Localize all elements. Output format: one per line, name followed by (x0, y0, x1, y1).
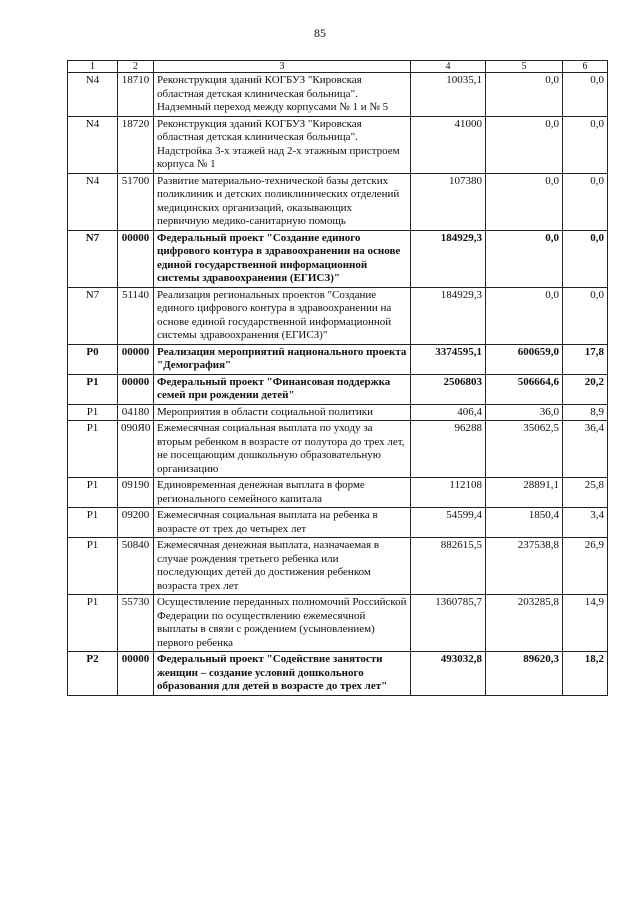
item-name-cell: Реализация региональных проектов "Создание единого цифрового контура в здравоохранении на основе единой государственной информационной системы здравоохранения (ЕГИСЗ)" (154, 287, 411, 344)
row-code-cell: N7 (68, 230, 118, 287)
column-header-2: 2 (118, 61, 154, 73)
table-row (68, 374, 608, 404)
row-code-cell: N4 (68, 73, 118, 117)
actual-amount-cell: 237538,8 (486, 538, 563, 595)
column-header-4: 4 (411, 61, 486, 73)
plan-amount-cell: 10035,1 (411, 73, 486, 117)
item-name-cell: Развитие материально-технической базы детских поликлиник и детских поликлинических отделений медицинских организаций, оказывающих первичную медико-санитарную помощь (154, 173, 411, 230)
row-code-cell: P1 (68, 478, 118, 508)
target-code-cell: 55730 (118, 595, 154, 652)
percent-cell: 0,0 (563, 116, 608, 173)
actual-amount-cell: 89620,3 (486, 652, 563, 696)
target-code-cell: 04180 (118, 404, 154, 421)
item-name-cell: Федеральный проект "Финансовая поддержка семей при рождении детей" (154, 374, 411, 404)
target-code-cell: 09200 (118, 508, 154, 538)
table-row (68, 478, 608, 508)
target-code-cell: 00000 (118, 652, 154, 696)
actual-amount-cell: 0,0 (486, 116, 563, 173)
page-number: 85 (314, 26, 326, 40)
target-code-cell: 00000 (118, 230, 154, 287)
table-body (68, 73, 608, 696)
item-name-cell: Мероприятия в области социальной политики (154, 404, 411, 421)
plan-amount-cell: 2506803 (411, 374, 486, 404)
item-name-cell: Реконструкция зданий КОГБУЗ "Кировская областная детская клиническая больница". Надземный переход между корпусами № 1 и № 5 (154, 73, 411, 117)
column-header-1: 1 (68, 61, 118, 73)
percent-cell: 25,8 (563, 478, 608, 508)
percent-cell: 20,2 (563, 374, 608, 404)
plan-amount-cell: 41000 (411, 116, 486, 173)
percent-cell: 0,0 (563, 287, 608, 344)
actual-amount-cell: 28891,1 (486, 478, 563, 508)
percent-cell: 14,9 (563, 595, 608, 652)
table-row (68, 287, 608, 344)
item-name-cell: Осуществление переданных полномочий Российской Федерации по осуществлению ежемесячной выплаты в связи с рождением (усыновлением) первого ребенка (154, 595, 411, 652)
percent-cell: 36,4 (563, 421, 608, 478)
row-code-cell: N7 (68, 287, 118, 344)
target-code-cell: 00000 (118, 374, 154, 404)
row-code-cell: N4 (68, 116, 118, 173)
actual-amount-cell: 1850,4 (486, 508, 563, 538)
plan-amount-cell: 882615,5 (411, 538, 486, 595)
table-row (68, 538, 608, 595)
table-header-row (68, 61, 608, 73)
item-name-cell: Федеральный проект "Создание единого цифрового контура в здравоохранении на основе единой государственной информационной системы здравоохранения (ЕГИСЗ)" (154, 230, 411, 287)
plan-amount-cell: 54599,4 (411, 508, 486, 538)
actual-amount-cell: 600659,0 (486, 344, 563, 374)
plan-amount-cell: 3374595,1 (411, 344, 486, 374)
target-code-cell: 09190 (118, 478, 154, 508)
actual-amount-cell: 36,0 (486, 404, 563, 421)
column-header-5: 5 (486, 61, 563, 73)
table-row (68, 508, 608, 538)
row-code-cell: P1 (68, 508, 118, 538)
table-row (68, 116, 608, 173)
target-code-cell: 090Я0 (118, 421, 154, 478)
table-row (68, 73, 608, 117)
actual-amount-cell: 0,0 (486, 230, 563, 287)
item-name-cell: Единовременная денежная выплата в форме регионального семейного капитала (154, 478, 411, 508)
item-name-cell: Ежемесячная денежная выплата, назначаемая в случае рождения третьего ребенка или последующих детей до достижения ребенком возраста трех лет (154, 538, 411, 595)
table-row (68, 173, 608, 230)
percent-cell: 26,9 (563, 538, 608, 595)
table-row (68, 595, 608, 652)
target-code-cell: 50840 (118, 538, 154, 595)
target-code-cell: 51140 (118, 287, 154, 344)
table-row (68, 230, 608, 287)
column-header-3: 3 (154, 61, 411, 73)
target-code-cell: 00000 (118, 344, 154, 374)
item-name-cell: Федеральный проект "Содействие занятости женщин – создание условий дошкольного образования для детей в возрасте до трех лет" (154, 652, 411, 696)
percent-cell: 8,9 (563, 404, 608, 421)
target-code-cell: 18720 (118, 116, 154, 173)
row-code-cell: P1 (68, 404, 118, 421)
percent-cell: 0,0 (563, 230, 608, 287)
row-code-cell: P1 (68, 421, 118, 478)
plan-amount-cell: 184929,3 (411, 230, 486, 287)
plan-amount-cell: 112108 (411, 478, 486, 508)
percent-cell: 18,2 (563, 652, 608, 696)
row-code-cell: P1 (68, 538, 118, 595)
actual-amount-cell: 0,0 (486, 287, 563, 344)
table-row (68, 404, 608, 421)
item-name-cell: Реконструкция зданий КОГБУЗ "Кировская областная детская клиническая больница". Надстройка 3-х этажей над 2-х этажным пристроем корпуса № 1 (154, 116, 411, 173)
budget-table (67, 60, 608, 696)
plan-amount-cell: 107380 (411, 173, 486, 230)
actual-amount-cell: 35062,5 (486, 421, 563, 478)
row-code-cell: P2 (68, 652, 118, 696)
item-name-cell: Реализация мероприятий национального проекта "Демография" (154, 344, 411, 374)
plan-amount-cell: 184929,3 (411, 287, 486, 344)
row-code-cell: P0 (68, 344, 118, 374)
actual-amount-cell: 203285,8 (486, 595, 563, 652)
row-code-cell: P1 (68, 374, 118, 404)
column-header-6: 6 (563, 61, 608, 73)
item-name-cell: Ежемесячная социальная выплата на ребенка в возрасте от трех до четырех лет (154, 508, 411, 538)
plan-amount-cell: 96288 (411, 421, 486, 478)
table-row (68, 421, 608, 478)
target-code-cell: 18710 (118, 73, 154, 117)
table-row (68, 652, 608, 696)
item-name-cell: Ежемесячная социальная выплата по уходу за вторым ребенком в возрасте от полутора до трех лет, не посещающим дошкольную образовательную организацию (154, 421, 411, 478)
plan-amount-cell: 493032,8 (411, 652, 486, 696)
table-row (68, 344, 608, 374)
actual-amount-cell: 506664,6 (486, 374, 563, 404)
row-code-cell: P1 (68, 595, 118, 652)
target-code-cell: 51700 (118, 173, 154, 230)
actual-amount-cell: 0,0 (486, 73, 563, 117)
percent-cell: 0,0 (563, 173, 608, 230)
plan-amount-cell: 1360785,7 (411, 595, 486, 652)
percent-cell: 17,8 (563, 344, 608, 374)
percent-cell: 3,4 (563, 508, 608, 538)
actual-amount-cell: 0,0 (486, 173, 563, 230)
percent-cell: 0,0 (563, 73, 608, 117)
row-code-cell: N4 (68, 173, 118, 230)
plan-amount-cell: 406,4 (411, 404, 486, 421)
